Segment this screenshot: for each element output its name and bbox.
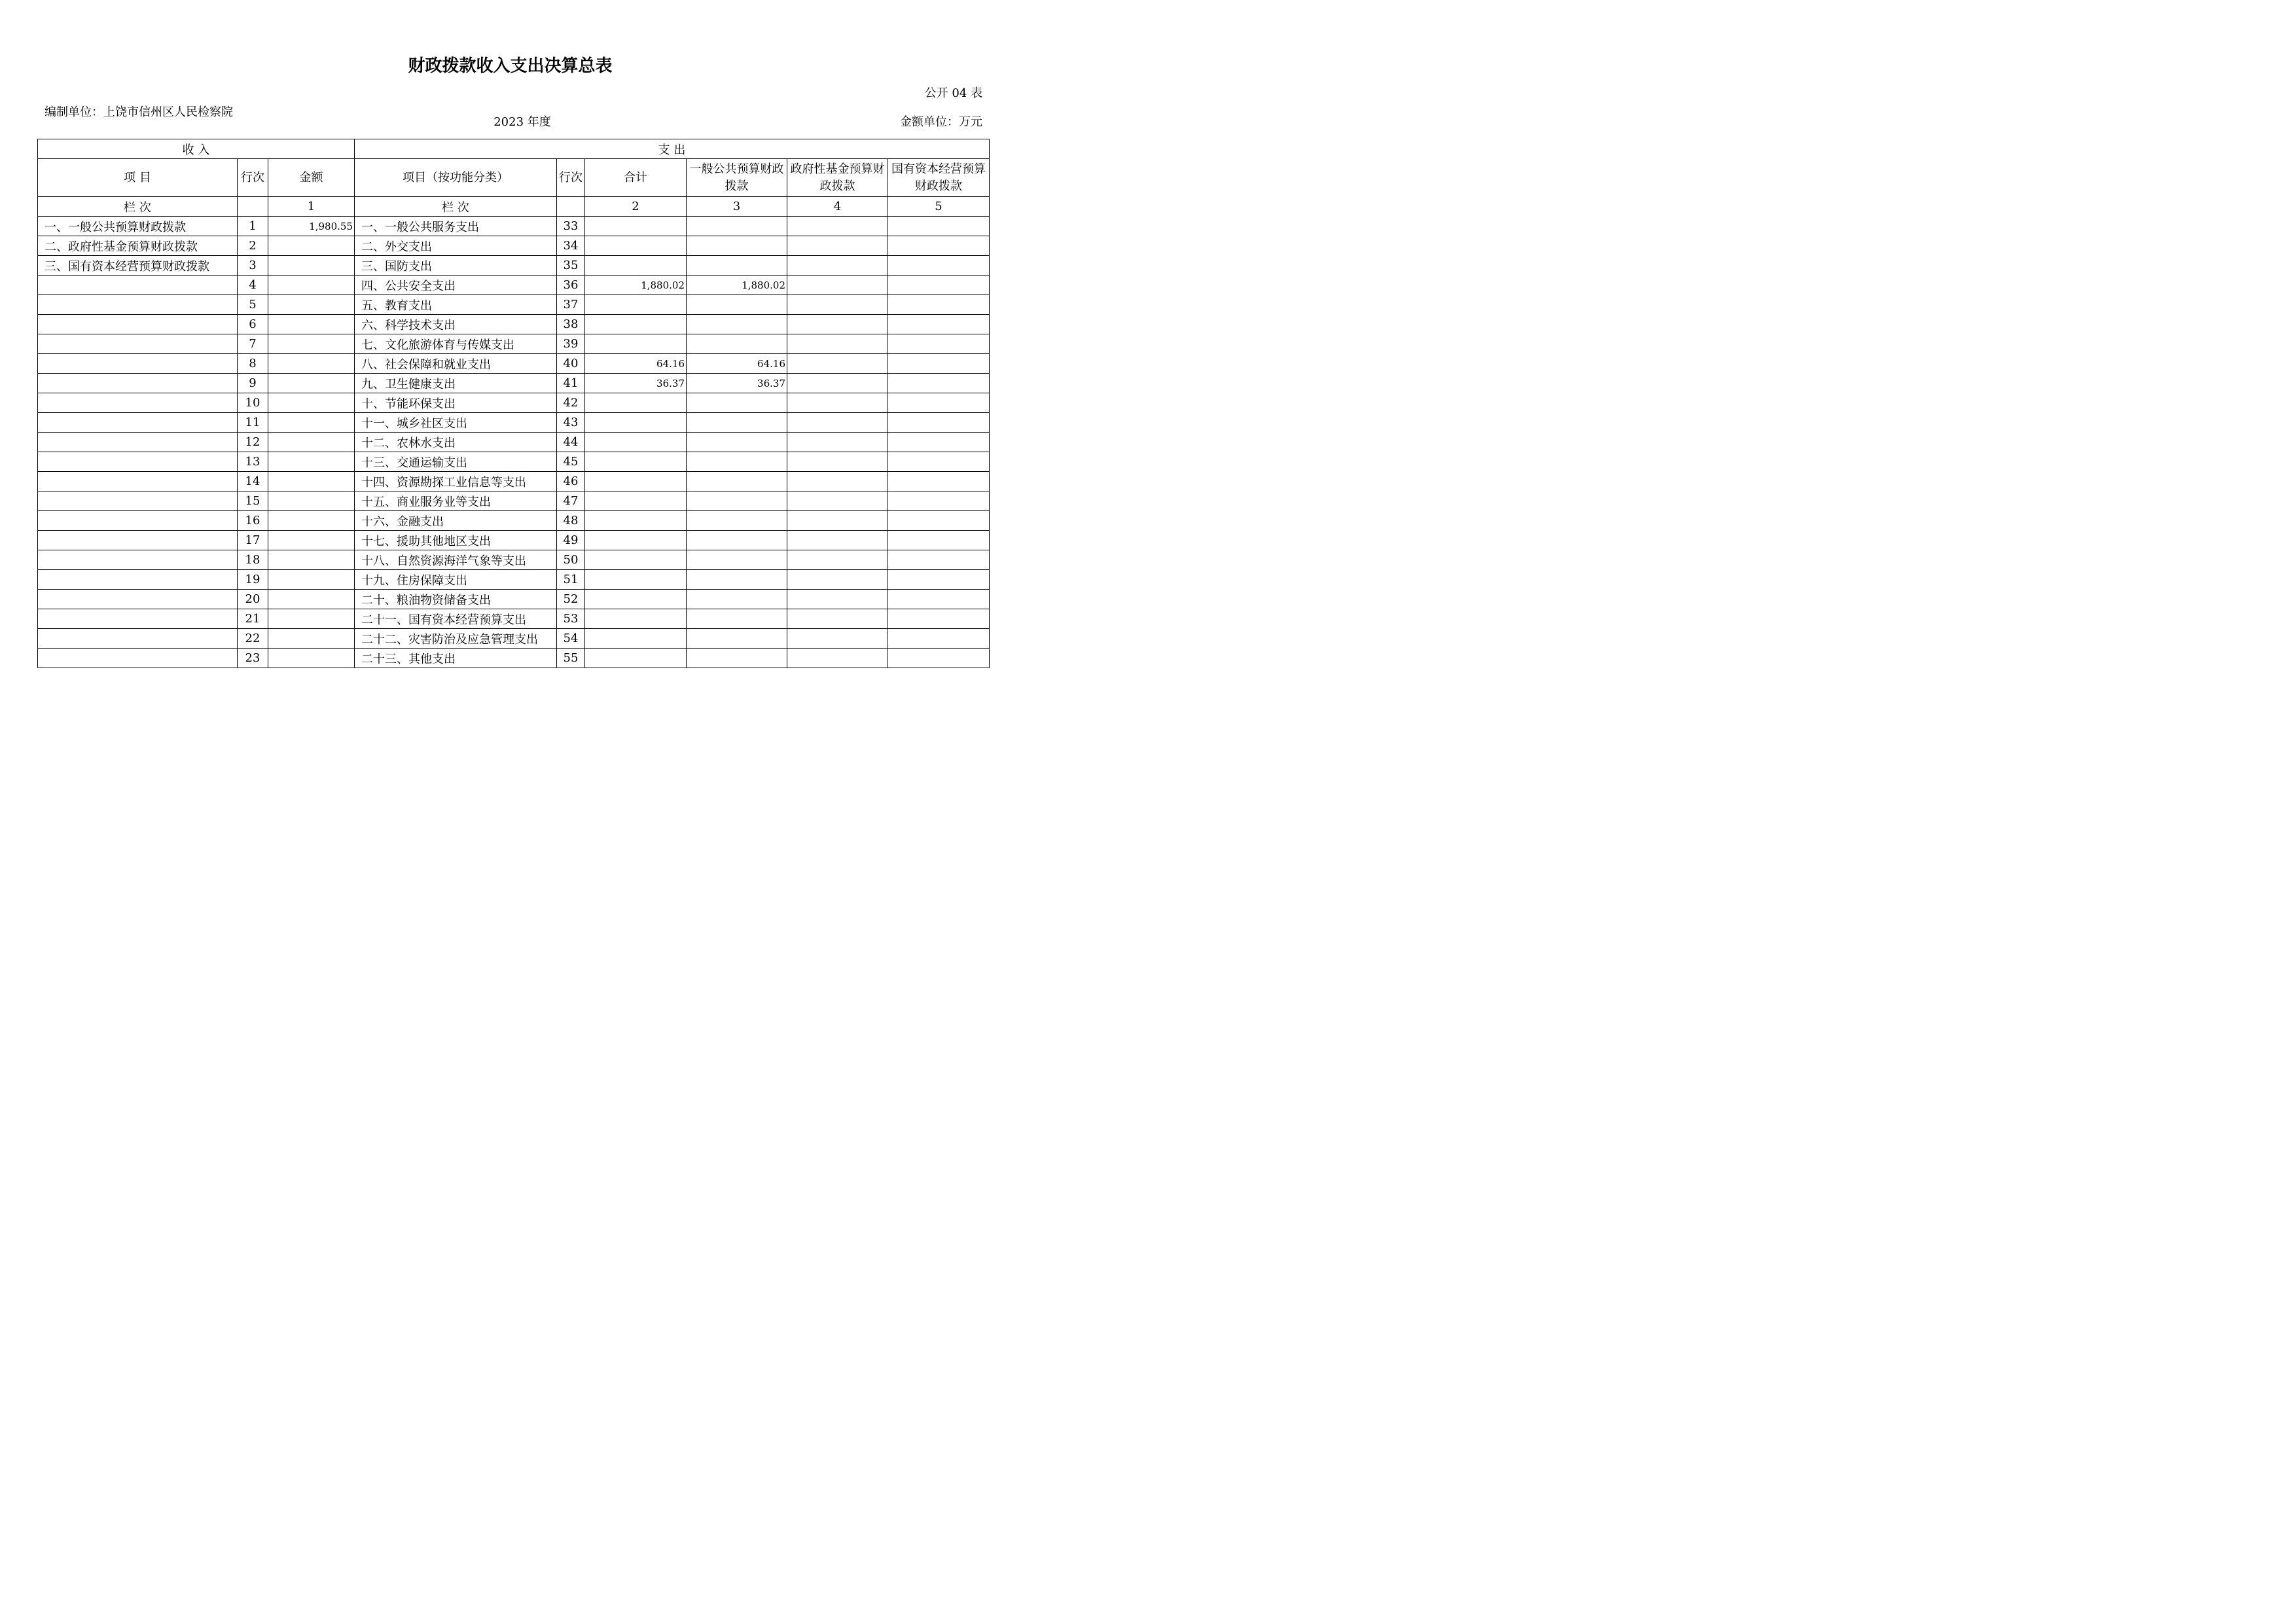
- expense-item-cell: 九、卫生健康支出: [355, 374, 557, 393]
- expense-row-no-cell: 44: [557, 433, 585, 452]
- table-row: [38, 472, 990, 491]
- expense-item-cell: 十五、商业服务业等支出: [355, 491, 557, 511]
- income-item-cell: [38, 276, 238, 295]
- expense-item-cell: 十四、资源勘探工业信息等支出: [355, 472, 557, 491]
- income-row-no-cell: 7: [238, 334, 268, 354]
- expense-row-no-cell: 46: [557, 472, 585, 491]
- state-capital-cell: [888, 452, 990, 472]
- income-item-cell: [38, 472, 238, 491]
- table-row: [38, 550, 990, 570]
- income-item-cell: [38, 531, 238, 550]
- income-row-no-cell: 21: [238, 609, 268, 629]
- total-cell: [585, 550, 687, 570]
- income-row-no-cell: 4: [238, 276, 268, 295]
- total-cell: [585, 256, 687, 276]
- total-cell: [585, 433, 687, 452]
- income-row-no-cell: 9: [238, 374, 268, 393]
- table-row: [38, 217, 990, 236]
- expense-row-no-cell: 49: [557, 531, 585, 550]
- total-cell: 64.16: [585, 354, 687, 374]
- total-cell: [585, 217, 687, 236]
- state-capital-cell: [888, 413, 990, 433]
- expense-row-no-cell: 53: [557, 609, 585, 629]
- gov-fund-cell: [787, 256, 888, 276]
- expense-column-label: 栏 次: [355, 197, 557, 217]
- income-amount-cell: [268, 570, 355, 590]
- income-row-no-cell: 11: [238, 413, 268, 433]
- general-budget-cell: [687, 491, 787, 511]
- fiscal-year: 2023 年度: [493, 115, 551, 129]
- income-item-cell: [38, 609, 238, 629]
- income-row-no-cell: 18: [238, 550, 268, 570]
- income-item-cell: [38, 550, 238, 570]
- expense-item-cell: 四、公共安全支出: [355, 276, 557, 295]
- state-capital-cell: [888, 472, 990, 491]
- income-item-cell: [38, 452, 238, 472]
- gov-fund-cell: [787, 413, 888, 433]
- income-amount-cell: [268, 472, 355, 491]
- general-budget-cell: [687, 315, 787, 334]
- gov-fund-cell: [787, 217, 888, 236]
- expense-row-no-cell: 50: [557, 550, 585, 570]
- table-row: [38, 354, 990, 374]
- expense-row-no-cell: 33: [557, 217, 585, 236]
- income-column-label: 栏 次: [38, 197, 238, 217]
- gov-fund-cell: [787, 531, 888, 550]
- income-item-cell: [38, 491, 238, 511]
- state-capital-cell: [888, 217, 990, 236]
- expense-item-cell: 十一、城乡社区支出: [355, 413, 557, 433]
- gov-fund-cell: [787, 236, 888, 256]
- gov-fund-cell: [787, 649, 888, 668]
- income-item-cell: [38, 629, 238, 649]
- state-capital-cell: [888, 315, 990, 334]
- state-capital-cell: [888, 609, 990, 629]
- state-capital-cell: [888, 433, 990, 452]
- state-capital-cell: [888, 550, 990, 570]
- income-item-cell: [38, 433, 238, 452]
- income-item-cell: [38, 590, 238, 609]
- form-code: 公开 04 表: [924, 86, 982, 100]
- total-cell: [585, 491, 687, 511]
- state-capital-cell: [888, 491, 990, 511]
- expense-item-header: 项目（按功能分类）: [355, 159, 557, 197]
- income-row-no-cell: 14: [238, 472, 268, 491]
- column-number-2: 2: [585, 197, 687, 217]
- column-header-row: [38, 159, 990, 197]
- income-item-cell: [38, 393, 238, 413]
- state-capital-cell: [888, 511, 990, 531]
- income-row-no-cell: 1: [238, 217, 268, 236]
- expense-item-cell: 二十一、国有资本经营预算支出: [355, 609, 557, 629]
- state-capital-cell: [888, 295, 990, 315]
- income-item-cell: [38, 334, 238, 354]
- table-row: [38, 649, 990, 668]
- income-amount-cell: 1,980.55: [268, 217, 355, 236]
- income-amount-cell: [268, 491, 355, 511]
- total-cell: [585, 629, 687, 649]
- gov-fund-cell: [787, 550, 888, 570]
- expense-item-cell: 三、国防支出: [355, 256, 557, 276]
- income-amount-cell: [268, 511, 355, 531]
- budget-table: [37, 139, 990, 668]
- table-row: [38, 295, 990, 315]
- expense-item-cell: 一、一般公共服务支出: [355, 217, 557, 236]
- general-budget-cell: [687, 217, 787, 236]
- income-amount-cell: [268, 256, 355, 276]
- expense-row-no-cell: 36: [557, 276, 585, 295]
- general-budget-cell: [687, 452, 787, 472]
- general-budget-cell: [687, 531, 787, 550]
- gov-fund-cell: [787, 334, 888, 354]
- expense-item-cell: 十八、自然资源海洋气象等支出: [355, 550, 557, 570]
- total-cell: [585, 511, 687, 531]
- section-header-row: [38, 139, 990, 159]
- income-item-cell: [38, 413, 238, 433]
- income-amount-cell: [268, 236, 355, 256]
- income-section-header: 收 入: [38, 139, 355, 159]
- expense-row-no-cell: 38: [557, 315, 585, 334]
- expense-row-no-cell: 35: [557, 256, 585, 276]
- table-row: [38, 315, 990, 334]
- state-capital-cell: [888, 256, 990, 276]
- expense-item-cell: 八、社会保障和就业支出: [355, 354, 557, 374]
- column-number-3: 3: [687, 197, 787, 217]
- gov-fund-cell: [787, 570, 888, 590]
- expense-row-no-cell: 37: [557, 295, 585, 315]
- general-budget-cell: [687, 629, 787, 649]
- state-capital-cell: [888, 374, 990, 393]
- general-budget-cell: 1,880.02: [687, 276, 787, 295]
- state-capital-cell: [888, 236, 990, 256]
- income-item-cell: [38, 354, 238, 374]
- income-item-cell: 三、国有资本经营预算财政拨款: [38, 256, 238, 276]
- income-amount-header: 金额: [268, 159, 355, 197]
- general-budget-cell: [687, 433, 787, 452]
- expense-row-no-cell: 48: [557, 511, 585, 531]
- expense-row-no-cell: 34: [557, 236, 585, 256]
- general-budget-cell: [687, 295, 787, 315]
- state-capital-cell: [888, 393, 990, 413]
- expense-row-no-cell: 51: [557, 570, 585, 590]
- income-amount-cell: [268, 295, 355, 315]
- total-cell: [585, 472, 687, 491]
- gov-fund-cell: [787, 393, 888, 413]
- gov-fund-cell: [787, 433, 888, 452]
- total-cell: [585, 531, 687, 550]
- expense-row-no-cell: 39: [557, 334, 585, 354]
- income-amount-cell: [268, 609, 355, 629]
- income-row-no-cell: 12: [238, 433, 268, 452]
- general-budget-cell: [687, 649, 787, 668]
- expense-row-no-cell: 43: [557, 413, 585, 433]
- total-cell: [585, 413, 687, 433]
- income-amount-cell: [268, 433, 355, 452]
- income-item-header: 项 目: [38, 159, 238, 197]
- income-row-no-cell: 17: [238, 531, 268, 550]
- expense-row-no-cell: 47: [557, 491, 585, 511]
- table-row: [38, 531, 990, 550]
- income-row-no-cell: 19: [238, 570, 268, 590]
- income-amount-cell: [268, 550, 355, 570]
- expense-row-no-cell: 55: [557, 649, 585, 668]
- gov-fund-cell: [787, 374, 888, 393]
- gov-fund-cell: [787, 276, 888, 295]
- income-row-no-cell: 3: [238, 256, 268, 276]
- table-row: [38, 334, 990, 354]
- total-header: 合计: [585, 159, 687, 197]
- gov-fund-cell: [787, 629, 888, 649]
- total-cell: 1,880.02: [585, 276, 687, 295]
- expense-item-cell: 二十二、灾害防治及应急管理支出: [355, 629, 557, 649]
- income-amount-cell: [268, 374, 355, 393]
- column-number-4: 4: [787, 197, 888, 217]
- income-row-no-cell: 22: [238, 629, 268, 649]
- table-row: [38, 413, 990, 433]
- total-cell: [585, 315, 687, 334]
- income-row-no-cell: 8: [238, 354, 268, 374]
- total-cell: [585, 236, 687, 256]
- gov-fund-cell: [787, 295, 888, 315]
- general-budget-cell: [687, 609, 787, 629]
- general-budget-cell: [687, 334, 787, 354]
- income-row-no-cell: 2: [238, 236, 268, 256]
- expense-item-cell: 十三、交通运输支出: [355, 452, 557, 472]
- state-capital-cell: [888, 649, 990, 668]
- income-item-cell: 二、政府性基金预算财政拨款: [38, 236, 238, 256]
- table-row: [38, 590, 990, 609]
- total-cell: [585, 649, 687, 668]
- gov-fund-cell: [787, 609, 888, 629]
- income-row-no-cell: 20: [238, 590, 268, 609]
- expense-row-no-cell: 54: [557, 629, 585, 649]
- column-number-row: [38, 197, 990, 217]
- income-item-cell: [38, 295, 238, 315]
- table-row: [38, 609, 990, 629]
- column-number-1: 1: [268, 197, 355, 217]
- income-amount-cell: [268, 531, 355, 550]
- total-cell: [585, 334, 687, 354]
- income-amount-cell: [268, 393, 355, 413]
- income-item-cell: [38, 374, 238, 393]
- expense-row-no-cell: 52: [557, 590, 585, 609]
- expense-item-cell: 五、教育支出: [355, 295, 557, 315]
- income-amount-cell: [268, 649, 355, 668]
- expense-item-cell: 二十、粮油物资储备支出: [355, 590, 557, 609]
- income-row-no-cell: 6: [238, 315, 268, 334]
- income-row-no-cell: 13: [238, 452, 268, 472]
- income-amount-cell: [268, 315, 355, 334]
- general-budget-cell: 36.37: [687, 374, 787, 393]
- income-row-no-cell: 10: [238, 393, 268, 413]
- table-row: [38, 256, 990, 276]
- total-cell: [585, 609, 687, 629]
- gov-fund-cell: [787, 315, 888, 334]
- income-item-cell: [38, 570, 238, 590]
- total-cell: [585, 393, 687, 413]
- general-budget-header: 一般公共预算财政拨款: [687, 159, 787, 197]
- income-amount-cell: [268, 629, 355, 649]
- expense-item-cell: 二十三、其他支出: [355, 649, 557, 668]
- general-budget-cell: [687, 550, 787, 570]
- income-amount-cell: [268, 590, 355, 609]
- expense-item-cell: 七、文化旅游体育与传媒支出: [355, 334, 557, 354]
- table-row: [38, 570, 990, 590]
- state-capital-cell: [888, 629, 990, 649]
- income-amount-cell: [268, 276, 355, 295]
- general-budget-cell: 64.16: [687, 354, 787, 374]
- table-row: [38, 393, 990, 413]
- general-budget-cell: [687, 256, 787, 276]
- gov-fund-cell: [787, 511, 888, 531]
- money-unit: 金额单位：万元: [900, 115, 982, 129]
- general-budget-cell: [687, 590, 787, 609]
- expense-item-cell: 十二、农林水支出: [355, 433, 557, 452]
- expense-row-no-header: 行次: [557, 159, 585, 197]
- income-row-no-cell: 16: [238, 511, 268, 531]
- general-budget-cell: [687, 472, 787, 491]
- gov-fund-cell: [787, 590, 888, 609]
- income-amount-cell: [268, 354, 355, 374]
- state-capital-header: 国有资本经营预算财政拨款: [888, 159, 990, 197]
- income-item-cell: [38, 649, 238, 668]
- total-cell: 36.37: [585, 374, 687, 393]
- income-amount-cell: [268, 334, 355, 354]
- income-item-cell: [38, 315, 238, 334]
- expense-row-no-cell: 42: [557, 393, 585, 413]
- expense-item-cell: 二、外交支出: [355, 236, 557, 256]
- table-row: [38, 491, 990, 511]
- empty-cell: [238, 197, 268, 217]
- org-unit: 编制单位：上饶市信州区人民检察院: [45, 105, 233, 119]
- page-title: 财政拨款收入支出决算总表: [408, 56, 613, 76]
- table-row: [38, 452, 990, 472]
- state-capital-cell: [888, 334, 990, 354]
- income-row-no-header: 行次: [238, 159, 268, 197]
- expense-item-cell: 十六、金融支出: [355, 511, 557, 531]
- gov-fund-header: 政府性基金预算财政拨款: [787, 159, 888, 197]
- expense-item-cell: 十九、住房保障支出: [355, 570, 557, 590]
- state-capital-cell: [888, 276, 990, 295]
- table-row: [38, 433, 990, 452]
- gov-fund-cell: [787, 472, 888, 491]
- table-row: [38, 276, 990, 295]
- expense-section-header: 支 出: [355, 139, 990, 159]
- state-capital-cell: [888, 531, 990, 550]
- gov-fund-cell: [787, 491, 888, 511]
- expense-row-no-cell: 40: [557, 354, 585, 374]
- expense-row-no-cell: 45: [557, 452, 585, 472]
- table-row: [38, 236, 990, 256]
- table-row: [38, 374, 990, 393]
- income-row-no-cell: 23: [238, 649, 268, 668]
- state-capital-cell: [888, 570, 990, 590]
- income-item-cell: [38, 511, 238, 531]
- income-row-no-cell: 5: [238, 295, 268, 315]
- total-cell: [585, 295, 687, 315]
- expense-item-cell: 六、科学技术支出: [355, 315, 557, 334]
- total-cell: [585, 452, 687, 472]
- general-budget-cell: [687, 393, 787, 413]
- table-row: [38, 629, 990, 649]
- expense-item-cell: 十七、援助其他地区支出: [355, 531, 557, 550]
- gov-fund-cell: [787, 452, 888, 472]
- table-row: [38, 511, 990, 531]
- total-cell: [585, 570, 687, 590]
- expense-row-no-cell: 41: [557, 374, 585, 393]
- general-budget-cell: [687, 570, 787, 590]
- income-item-cell: 一、一般公共预算财政拨款: [38, 217, 238, 236]
- general-budget-cell: [687, 511, 787, 531]
- column-number-5: 5: [888, 197, 990, 217]
- state-capital-cell: [888, 354, 990, 374]
- income-row-no-cell: 15: [238, 491, 268, 511]
- empty-cell: [557, 197, 585, 217]
- state-capital-cell: [888, 590, 990, 609]
- total-cell: [585, 590, 687, 609]
- general-budget-cell: [687, 413, 787, 433]
- general-budget-cell: [687, 236, 787, 256]
- income-amount-cell: [268, 452, 355, 472]
- expense-item-cell: 十、节能环保支出: [355, 393, 557, 413]
- income-amount-cell: [268, 413, 355, 433]
- gov-fund-cell: [787, 354, 888, 374]
